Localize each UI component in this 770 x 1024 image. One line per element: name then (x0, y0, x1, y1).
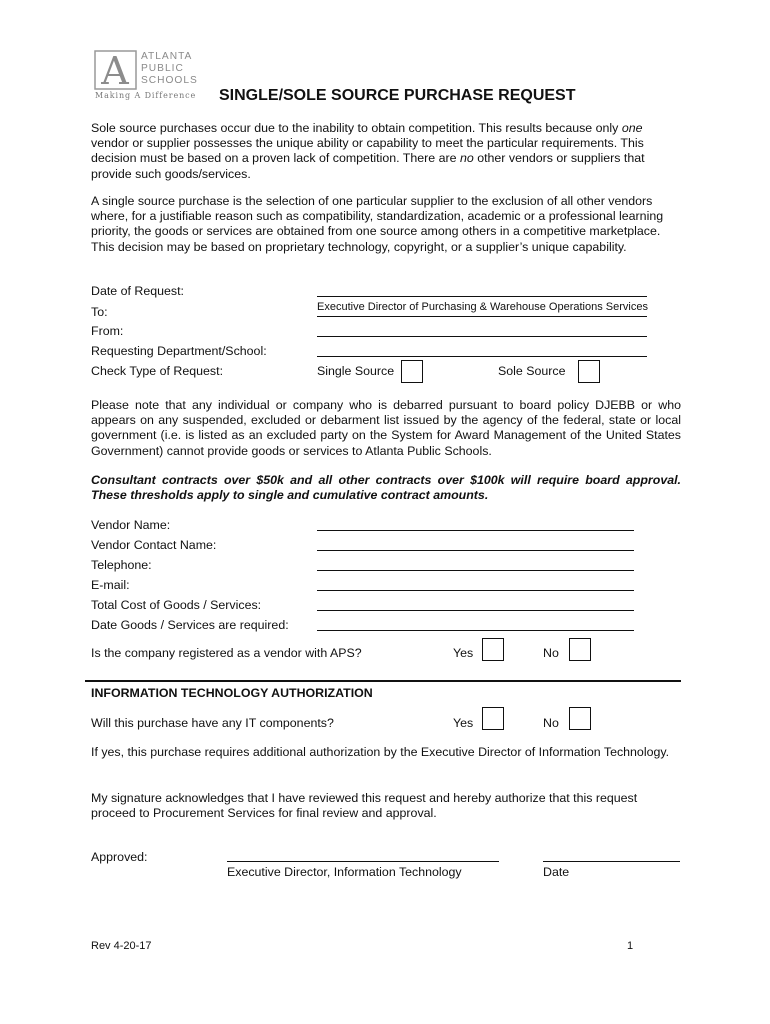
logo-line-3: SCHOOLS (141, 75, 198, 86)
intro-text-2: vendor or supplier possesses the unique ability or capability to meet the particular requirements. This decision must be based on a proven lack of competition. There are (91, 136, 644, 166)
intro-paragraph-1 (91, 121, 681, 182)
telephone-label: Telephone: (91, 558, 152, 572)
intro-emphasis-no: no (459, 151, 474, 166)
vendor-name-field[interactable] (317, 530, 634, 531)
from-field[interactable] (317, 336, 647, 337)
to-field[interactable] (317, 316, 647, 317)
total-cost-label: Total Cost of Goods / Services: (91, 598, 262, 612)
approval-date-line[interactable] (543, 861, 680, 862)
it-components-yes-label: Yes (453, 716, 474, 730)
telephone-field[interactable] (317, 570, 634, 571)
it-components-no-checkbox[interactable] (569, 707, 591, 730)
to-value: Executive Director of Purchasing & Warehouse Operations Services (317, 301, 648, 313)
requesting-department-label: Requesting Department/School: (91, 344, 267, 358)
vendor-contact-label: Vendor Contact Name: (91, 538, 217, 552)
aps-logo-letter: A (101, 50, 129, 92)
email-label: E-mail: (91, 578, 130, 592)
logo-tagline: Making A Difference (95, 91, 197, 100)
intro-text-3: other vendors or suppliers that provide such goods/services. (91, 151, 645, 181)
sole-source-checkbox[interactable] (578, 360, 600, 383)
date-of-request-label: Date of Request: (91, 284, 184, 298)
it-director-caption: Executive Director, Information Technology (227, 865, 462, 879)
page-number: 1 (627, 940, 634, 952)
single-source-label: Single Source (317, 364, 395, 378)
approval-date-caption: Date (543, 865, 570, 879)
intro-text-1: Sole source purchases occur due to the inability to obtain competition. This results because only (91, 121, 622, 135)
vendor-registered-yes-label: Yes (453, 646, 474, 660)
approved-label: Approved: (91, 850, 148, 864)
vendor-registered-no-checkbox[interactable] (569, 638, 591, 661)
date-required-label: Date Goods / Services are required: (91, 618, 289, 632)
debarment-note: Please note that any individual or company who is debarred pursuant to board policy DJEBB or who appears on any suspended, excluded or debarment list issued by the agency of the federal, state or local government (i.e. is listed as an excluded party on the System for Award Management of the United States Government) cannot provide goods or services to Atlanta Public Schools. (91, 398, 681, 458)
vendor-name-label: Vendor Name: (91, 518, 171, 532)
date-of-request-field[interactable] (317, 296, 647, 297)
revision-label: Rev 4-20-17 (91, 940, 152, 952)
from-label: From: (91, 324, 124, 338)
vendor-registered-yes-checkbox[interactable] (482, 638, 504, 661)
single-source-checkbox[interactable] (401, 360, 423, 383)
it-components-question: Will this purchase have any IT components? (91, 716, 334, 730)
intro-emphasis-one: one (621, 121, 643, 135)
it-components-yes-checkbox[interactable] (482, 707, 504, 730)
vendor-registered-question: Is the company registered as a vendor with APS? (91, 646, 362, 660)
request-type-label: Check Type of Request: (91, 364, 224, 378)
aps-logo-mark (94, 50, 138, 92)
vendor-registered-no-label: No (543, 646, 559, 660)
to-label: To: (91, 305, 108, 319)
vendor-contact-field[interactable] (317, 550, 634, 551)
logo-line-2: PUBLIC (141, 63, 184, 74)
sole-source-label: Sole Source (498, 364, 566, 378)
requesting-department-field[interactable] (317, 356, 647, 357)
board-approval-note: Consultant contracts over $50k and all other contracts over $100k will require board approval. These thresholds apply to single and cumulative contract amounts. (91, 473, 681, 503)
intro-paragraph-2: A single source purchase is the selection of one particular supplier to the exclusion of all other vendors where, for a justifiable reason such as compatibility, standardization, academic or a professional learning priority, the goods or services are obtained from one source among others in a competitive marketplace. This decision may be based on proprietary technology, copyright, or a supplier’s unique capability. (91, 194, 664, 254)
email-field[interactable] (317, 590, 634, 591)
section-divider (85, 680, 681, 682)
total-cost-field[interactable] (317, 610, 634, 611)
it-additional-authorization-note: If yes, this purchase requires additional authorization by the Executive Director of Information Technology. (91, 745, 670, 759)
page-title: SINGLE/SOLE SOURCE PURCHASE REQUEST (219, 87, 576, 104)
it-authorization-heading: INFORMATION TECHNOLOGY AUTHORIZATION (91, 686, 373, 700)
it-components-no-label: No (543, 716, 559, 730)
date-required-field[interactable] (317, 630, 634, 631)
signature-acknowledgement: My signature acknowledges that I have reviewed this request and hereby authorize that this request proceed to Procurement Services for final review and approval. (91, 791, 638, 821)
it-director-signature-line[interactable] (227, 861, 499, 862)
logo-line-1: ATLANTA (141, 51, 193, 62)
